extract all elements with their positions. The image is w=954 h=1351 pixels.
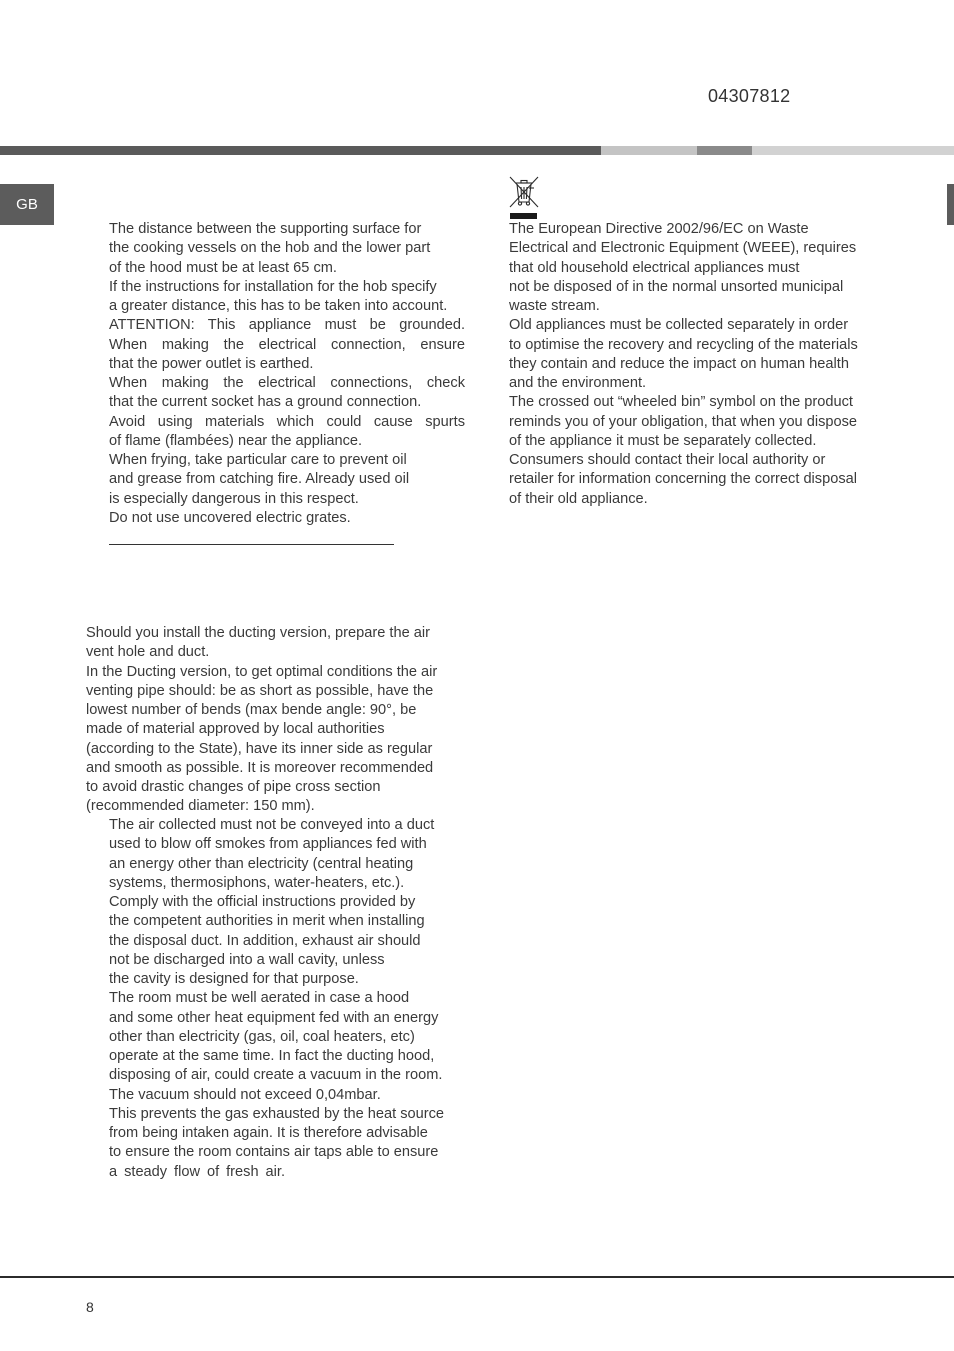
text-line: they contain and reduce the impact on human health xyxy=(509,355,849,372)
text-line: When making the electrical connections, check xyxy=(109,375,465,391)
text-line: and smooth as possible. It is moreover recommended xyxy=(86,759,434,776)
text-line: The European Directive 2002/96/EC on Waste xyxy=(509,221,809,237)
text-line: and grease from catching fire. Already used oil xyxy=(109,471,410,488)
text-line: (according to the State), have its inner side as regular xyxy=(86,740,433,757)
text-line: When frying, take particular care to prevent oil xyxy=(109,452,407,468)
text-line: the cavity is designed for that purpose. xyxy=(109,971,359,987)
text-line: is especially dangerous in this respect. xyxy=(109,490,359,507)
text-line: disposing of air, could create a vacuum in the room. xyxy=(109,1067,443,1084)
text-line: This prevents the gas exhausted by the heat source xyxy=(109,1105,445,1122)
text-line: made of material approved by local authorities xyxy=(86,721,385,738)
text-line: vent hole and duct. xyxy=(86,644,210,661)
text-line: that old household electrical appliances must xyxy=(509,259,800,276)
text-line: ATTENTION: This appliance must be grounded. xyxy=(109,317,465,334)
text-line: the disposal duct. In addition, exhaust air should xyxy=(109,932,421,949)
text-line: Should you install the ducting version, prepare the air xyxy=(86,625,430,641)
text-line: and the environment. xyxy=(509,375,647,391)
text-line: that the current socket has a ground connection. xyxy=(109,394,422,411)
text-line: not be disposed of in the normal unsorted municipal xyxy=(509,278,844,295)
crossed-out-wheeled-bin-icon xyxy=(507,174,541,220)
text-line: systems, thermosiphons, water-heaters, etc.). xyxy=(109,874,405,891)
weee-directive-text xyxy=(509,220,884,509)
header-bar-light xyxy=(601,146,697,155)
ducting-warnings-text xyxy=(109,816,465,1182)
text-line: The crossed out “wheeled bin” symbol on the product xyxy=(509,394,853,411)
text-line: lowest number of bends (max bende angle: 90°, be xyxy=(86,702,417,718)
text-line: a steady flow of fresh air. xyxy=(109,1163,285,1180)
header-bar-dark xyxy=(0,146,601,155)
text-line: The distance between the supporting surface for xyxy=(109,221,422,237)
text-line: Do not use uncovered electric grates. xyxy=(109,509,351,526)
text-line: Old appliances must be collected separately in order xyxy=(509,317,849,334)
document-code: 04307812 xyxy=(708,86,791,106)
text-line: of flame (flambées) near the appliance. xyxy=(109,432,363,449)
text-line: the cooking vessels on the hob and the lower part xyxy=(109,240,431,257)
text-line: of the hood must be at least 65 cm. xyxy=(109,259,337,276)
text-line: Electrical and Electronic Equipment (WEEE), requires xyxy=(509,240,857,257)
text-line: from being intaken again. It is therefore advisable xyxy=(109,1125,428,1141)
text-line: to ensure the room contains air taps able to ensure xyxy=(109,1144,439,1161)
page-number: 8 xyxy=(86,1299,94,1315)
text-line: that the power outlet is earthed. xyxy=(109,355,314,372)
text-line: If the instructions for installation for the hob specify xyxy=(109,278,437,295)
text-line: The vacuum should not exceed 0,04mbar. xyxy=(109,1086,381,1103)
text-line: used to blow off smokes from appliances fed with xyxy=(109,836,427,853)
right-edge-tab xyxy=(947,184,954,225)
text-line: an energy other than electricity (central heating xyxy=(109,855,414,872)
text-line: waste stream. xyxy=(509,298,600,314)
text-line: reminds you of your obligation, that when you dispose xyxy=(509,413,858,430)
text-line: other than electricity (gas, oil, coal heaters, etc) xyxy=(109,1028,415,1045)
text-line: When making the electrical connection, ensure xyxy=(109,336,465,353)
footer-rule xyxy=(0,1276,954,1278)
text-line: The air collected must not be conveyed into a duct xyxy=(109,817,435,833)
header-bar-light-end xyxy=(752,146,954,155)
ducting-intro-text xyxy=(86,624,466,817)
text-line: The room must be well aerated in case a hood xyxy=(109,990,410,1007)
language-tab xyxy=(0,184,54,225)
text-line: of the appliance it must be separately collected. xyxy=(509,432,817,449)
header-bar-mid xyxy=(697,146,752,155)
text-line: venting pipe should: be as short as possible, have the xyxy=(86,682,434,699)
text-line: retailer for information concerning the correct disposal xyxy=(509,471,857,488)
text-line: the competent authorities in merit when installing xyxy=(109,913,425,930)
text-line: a greater distance, this has to be taken into account. xyxy=(109,298,448,314)
text-line: In the Ducting version, to get optimal conditions the air xyxy=(86,663,438,680)
text-line: to avoid drastic changes of pipe cross section xyxy=(86,779,381,795)
text-line: operate at the same time. In fact the ducting hood, xyxy=(109,1048,435,1064)
text-line: (recommended diameter: 150 mm). xyxy=(86,798,315,815)
text-line: Comply with the official instructions provided by xyxy=(109,894,416,910)
text-line: Avoid using materials which could cause spurts xyxy=(109,413,465,430)
text-line: to optimise the recovery and recycling of the materials xyxy=(509,336,858,353)
language-tab-label: GB xyxy=(16,196,38,213)
text-line: and some other heat equipment fed with an energy xyxy=(109,1009,439,1026)
text-line: not be discharged into a wall cavity, unless xyxy=(109,951,385,968)
section-divider xyxy=(109,544,394,545)
hob-distance-safety-text xyxy=(109,220,465,528)
text-line: of their old appliance. xyxy=(509,490,648,507)
text-line: Consumers should contact their local authority or xyxy=(509,452,826,468)
